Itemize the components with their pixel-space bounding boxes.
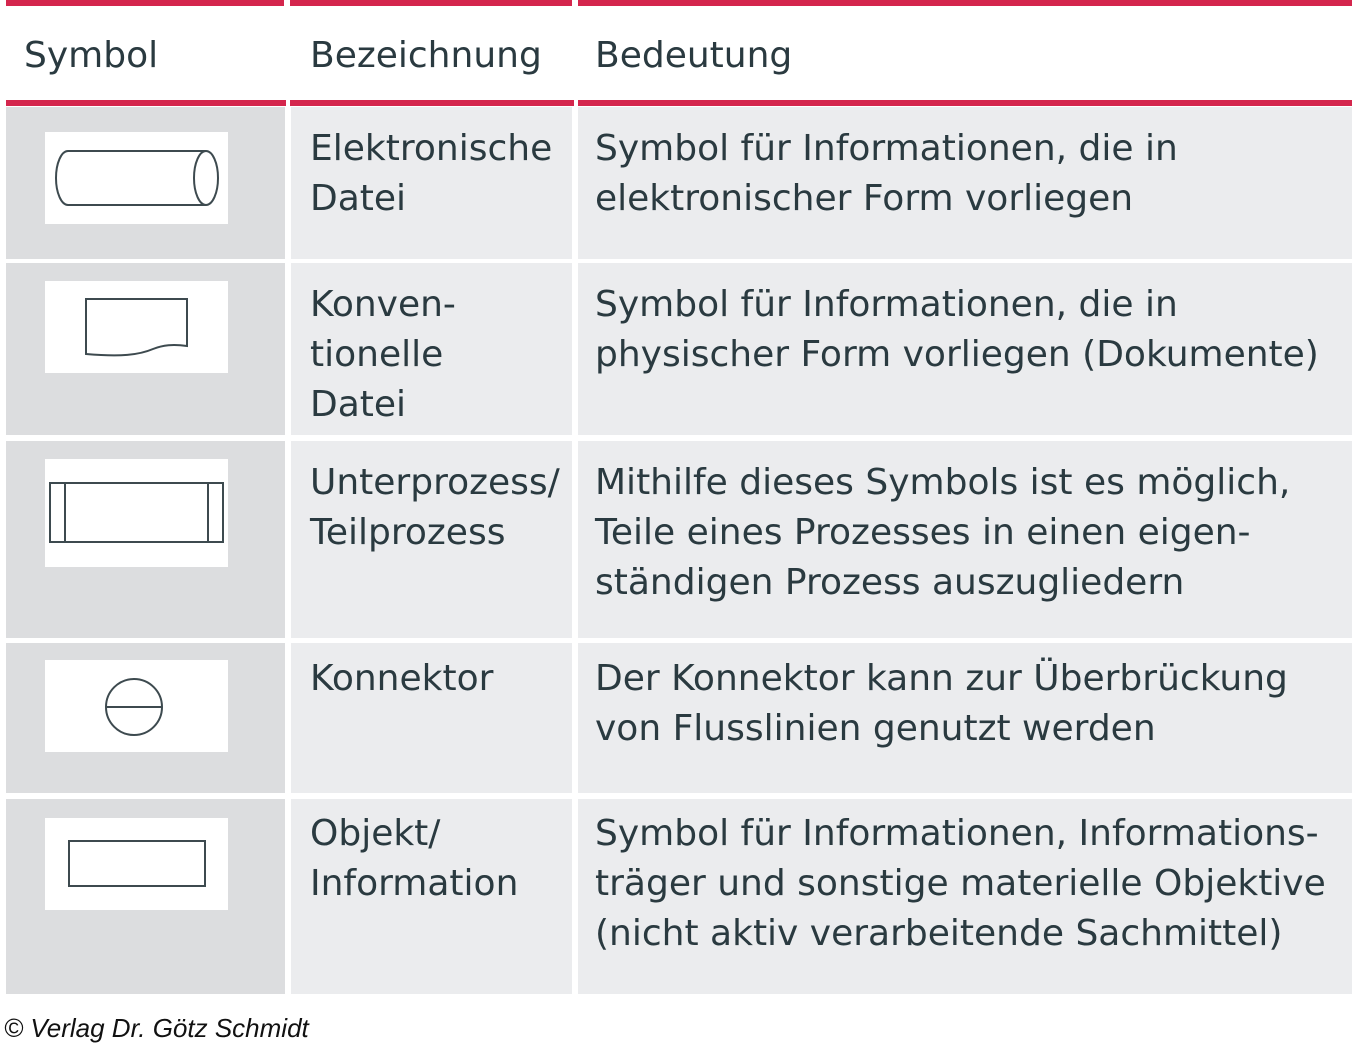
symbol-box	[45, 132, 228, 224]
row-bezeichnung: Objekt/ Information	[310, 813, 519, 904]
header-bottom-rule	[6, 100, 286, 106]
table-row-symbol-cell	[6, 441, 285, 638]
row-bezeichnung: Konnektor	[310, 658, 494, 699]
row-bezeichnung: Elektronische Datei	[310, 128, 553, 219]
table-row-bezeichnung-cell	[291, 799, 572, 994]
row-bezeichnung: Unterprozess/ Teilprozess	[310, 462, 560, 553]
symbol-box	[45, 660, 228, 752]
header-bedeutung: Bedeutung	[595, 35, 793, 76]
subprocess-icon	[45, 459, 228, 567]
table-row-bezeichnung-cell	[291, 441, 572, 638]
row-bedeutung: Mithilfe dieses Symbols ist es möglich, Teile eines Prozesses in einen eigen- ständigen Prozess auszugliedern	[595, 462, 1291, 603]
table-row-bedeutung-cell	[578, 441, 1352, 638]
table-row-symbol-cell	[6, 643, 285, 793]
symbol-box	[45, 818, 228, 910]
symbol-box	[45, 459, 228, 567]
table-row-bedeutung-cell	[578, 263, 1352, 435]
row-bedeutung: Symbol für Informationen, die in physischer Form vorliegen (Dokumente)	[595, 284, 1319, 375]
rectangle-icon	[45, 818, 228, 910]
header-top-rule	[290, 0, 572, 6]
header-top-rule	[6, 0, 284, 6]
header-bottom-rule	[578, 100, 1352, 106]
table-header	[6, 0, 1352, 106]
row-bedeutung: Der Konnektor kann zur Überbrückung von Flusslinien genutzt werden	[595, 658, 1288, 749]
table-row-bezeichnung-cell	[291, 263, 572, 435]
table-row-symbol-cell	[6, 799, 285, 994]
document-icon	[45, 281, 228, 373]
table-row-bezeichnung-cell	[291, 643, 572, 793]
header-bottom-rule	[290, 100, 574, 106]
symbol-box	[45, 281, 228, 373]
row-bedeutung: Symbol für Informationen, die in elektronischer Form vorliegen	[595, 128, 1178, 219]
table-row-bezeichnung-cell	[291, 107, 572, 259]
header-symbol: Symbol	[24, 35, 159, 76]
header-top-rule	[578, 0, 1352, 6]
row-bedeutung: Symbol für Informationen, Informations- träger und sonstige materielle Objektive (nicht aktiv verarbeitende Sachmittel)	[595, 813, 1326, 954]
table-row-bedeutung-cell	[578, 799, 1352, 994]
row-bezeichnung: Konven- tionelle Datei	[310, 284, 456, 425]
connector-icon	[45, 660, 228, 752]
cylinder-icon	[45, 132, 228, 224]
table-row-bedeutung-cell	[578, 107, 1352, 259]
header-bezeichnung: Bezeichnung	[310, 35, 542, 76]
table-row-bedeutung-cell	[578, 643, 1352, 793]
table-row-symbol-cell	[6, 107, 285, 259]
copyright-notice: © Verlag Dr. Götz Schmidt	[4, 1013, 309, 1043]
table-row-symbol-cell	[6, 263, 285, 435]
